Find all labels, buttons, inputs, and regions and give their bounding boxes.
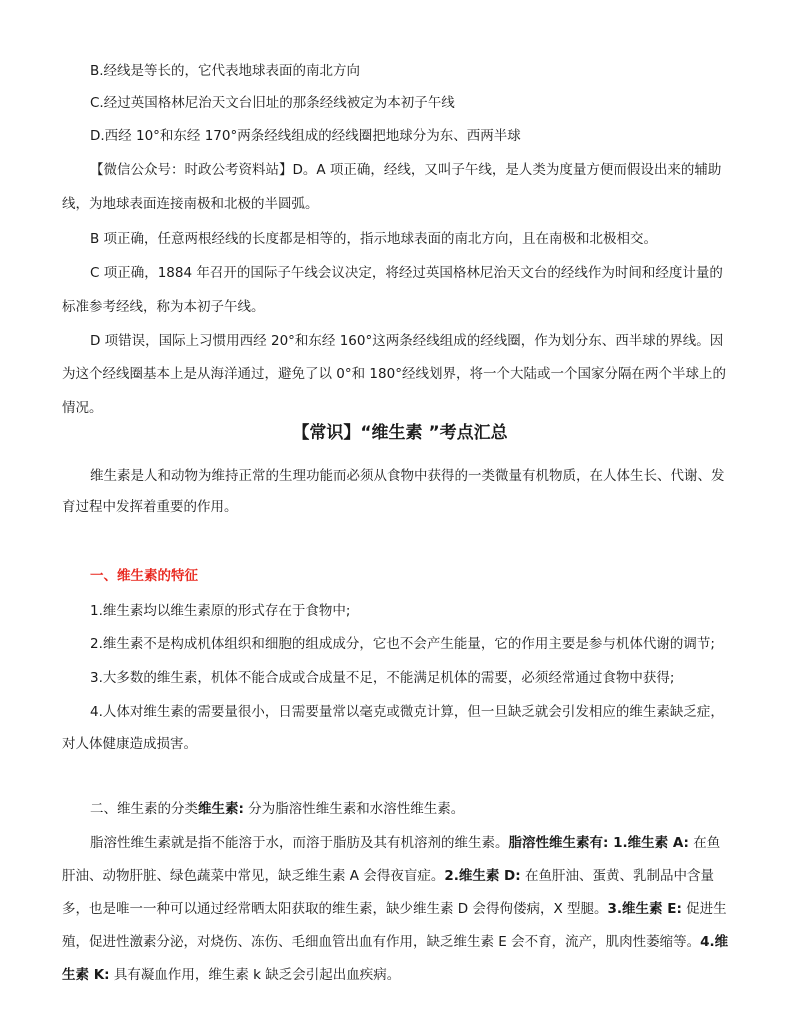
explanation-p3-line1: C 项正确，1884 年召开的国际子午线会议决定，将经过英国格林尼治天文台的经线作为时间和经度计量的: [90, 265, 723, 281]
classification-heading-bold: 维生素:: [198, 801, 244, 817]
classification-line3: [62, 899, 742, 919]
intro-line2: 育过程中发挥着重要的作用。: [62, 499, 238, 515]
explanation-p1-line1: 【微信公众号：时政公考资料站】D。A 项正确，经线，又叫子午线，是人类为度量方便而假设出来的辅助: [90, 162, 722, 178]
feature-4-line1: 4.人体对维生素的需要量很小，日需要量常以毫克或微克计算，但一旦缺乏就会引发相应的维生素缺乏症，: [90, 704, 724, 720]
explanation-p3-line2: 标准参考经线，称为本初子午线。: [62, 299, 265, 315]
vitamin-k-text: 具有凝血作用，维生素 k 缺乏会引起出血疾病。: [109, 967, 401, 983]
classification-heading-label: 二、维生素的分类: [90, 801, 198, 817]
feature-2: 2.维生素不是构成机体组织和细胞的组成成分，它也不会产生能量，它的作用主要是参与机体代谢的调节;: [90, 636, 715, 652]
classification-line5: [62, 965, 742, 985]
option-b: B.经线是等长的，它代表地球表面的南北方向: [90, 63, 361, 79]
explanation-p4-line3: 情况。: [62, 400, 103, 416]
classification-heading-rest: 分为脂溶性维生素和水溶性维生素。: [243, 801, 465, 817]
section-title: 【常识】“维生素 ”考点汇总: [292, 423, 508, 443]
vitamin-e-text: 殖，促进性激素分泌，对烧伤、冻伤、毛细血管出血有作用，缺乏维生素 E 会不育，流产，肌肉性萎缩等。: [62, 934, 701, 950]
explanation-p4-line1: D 项错误，国际上习惯用西经 20°和东经 160°这两条经线组成的经线圈，作为划分东、西半球的界线。因: [90, 333, 724, 349]
vitamin-a-label: 脂溶性维生素有: 1.维生素 A:: [508, 835, 689, 851]
classification-line1: [90, 833, 740, 853]
fat-soluble-definition: 脂溶性维生素就是指不能溶于水，而溶于脂肪及其有机溶剂的维生素。: [90, 835, 509, 851]
vitamin-d-text: 多，也是唯一一种可以通过经常晒太阳获取的维生素，缺少维生素 D 会得佝偻病，X 型腿。: [62, 901, 608, 917]
classification-heading: [90, 799, 740, 819]
intro-line1: 维生素是人和动物为维持正常的生理功能而必须从食物中获得的一类微量有机物质，在人体生长、代谢、发: [90, 468, 725, 484]
classification-line4: [62, 932, 742, 952]
option-c: C.经过英国格林尼治天文台旧址的那条经线被定为本初子午线: [90, 95, 455, 111]
explanation-p1-line2: 线，为地球表面连接南极和北极的半圆弧。: [62, 196, 319, 212]
classification-line2: [62, 866, 742, 886]
explanation-p2: B 项正确，任意两根经线的长度都是相等的，指示地球表面的南北方向，且在南极和北极相交。: [90, 231, 658, 247]
explanation-p4-line2: 为这个经线圈基本上是从海洋通过，避免了以 0°和 180°经线划界，将一个大陆或一个国家分隔在两个半球上的: [62, 366, 726, 382]
option-d: D.西经 10°和东经 170°两条经线组成的经线圈把地球分为东、西两半球: [90, 128, 521, 144]
feature-1: 1.维生素均以维生素原的形式存在于食物中;: [90, 603, 351, 619]
vitamin-e-text-start: 促进生: [681, 901, 727, 917]
vitamin-d-text-start: 在鱼肝油、蛋黄、乳制品中含量: [520, 868, 714, 884]
vitamin-a-text-start: 在鱼: [688, 835, 721, 851]
vitamin-e-label: 3.维生素 E:: [607, 901, 682, 917]
vitamin-a-text: 肝油、动物肝脏、绿色蔬菜中常见，缺乏维生素 A 会得夜盲症。: [62, 868, 445, 884]
vitamin-k-label-start: 4.维: [700, 934, 729, 950]
vitamin-k-label: 生素 K:: [62, 967, 110, 983]
vitamin-d-label: 2.维生素 D:: [444, 868, 521, 884]
feature-4-line2: 对人体健康造成损害。: [62, 736, 197, 752]
feature-3: 3.大多数的维生素，机体不能合成或合成量不足，不能满足机体的需要，必须经常通过食物中获得;: [90, 670, 675, 686]
feature-heading: 一、维生素的特征: [90, 568, 198, 584]
